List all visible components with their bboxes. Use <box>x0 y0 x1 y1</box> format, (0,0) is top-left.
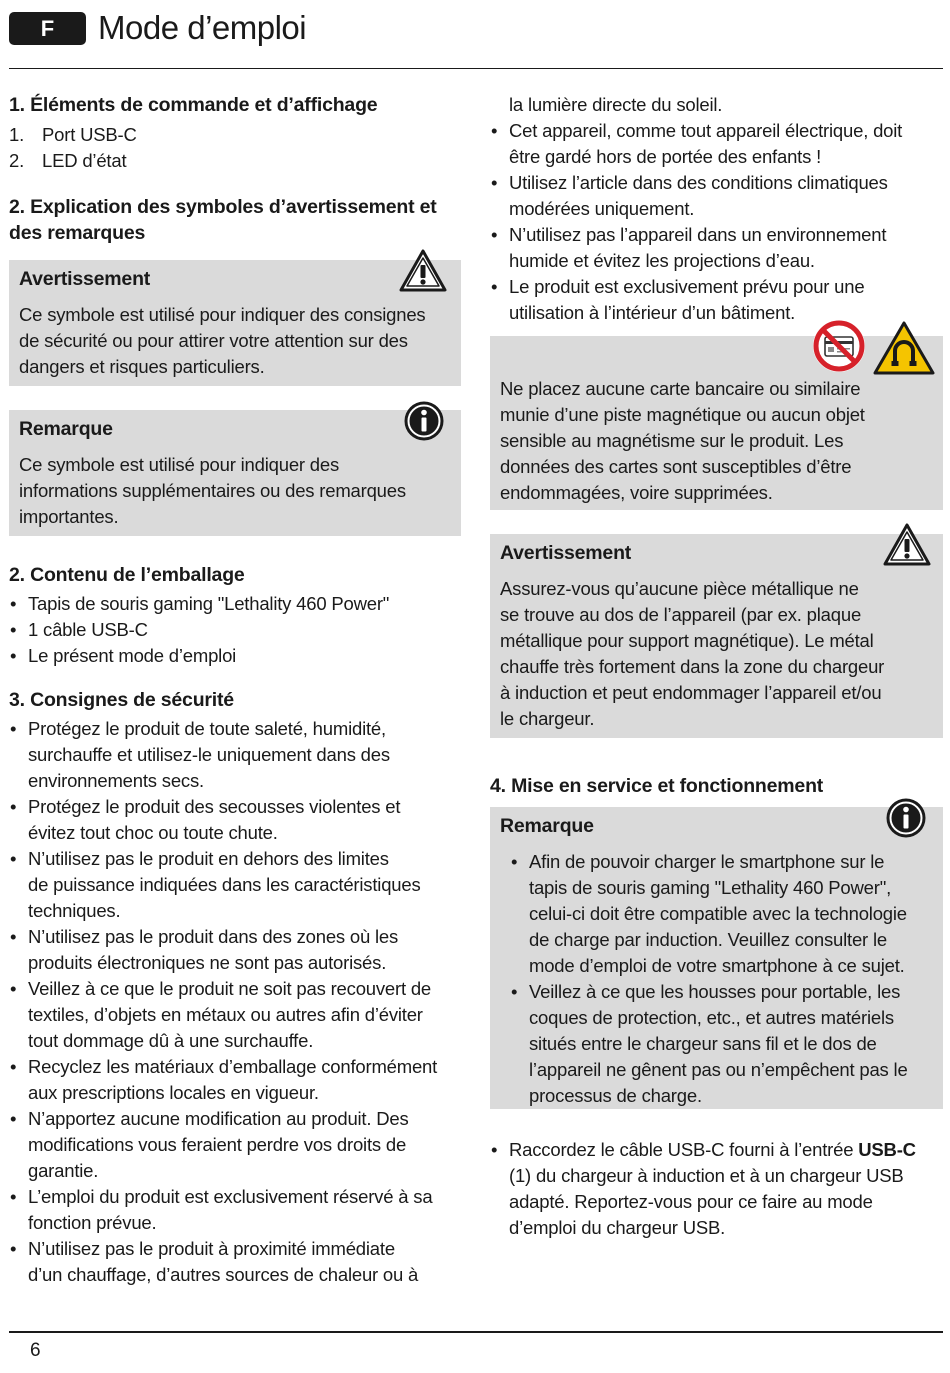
list-item: • Cet appareil, comme tout appareil électrique, doit être gardé hors de portée des enfants ! <box>490 118 943 170</box>
item-number: 2. <box>9 150 25 171</box>
section-heading-package: 2. Contenu de l’emballage <box>9 564 245 586</box>
list-item: • Le présent mode d’emploi <box>9 643 461 669</box>
controls-list <box>9 122 461 174</box>
language-badge: F <box>9 12 86 45</box>
note-box-title: Remarque <box>500 815 594 837</box>
list-item: • N’utilisez pas le produit dans des zones où les produits électroniques ne sont pas autorisés. <box>9 924 461 976</box>
note-box-text: Ce symbole est utilisé pour indiquer des informations supplémentaires ou des remarques importantes. <box>19 454 406 527</box>
list-item: • 1 câble USB-C <box>9 617 461 643</box>
warning-triangle-icon <box>399 249 447 293</box>
note-list <box>500 849 933 1109</box>
list-item: • Raccordez le câble USB-C fourni à l’entrée USB-C (1) du chargeur à induction et à un chargeur USB adapté. Reportez-vous pour ce faire au mode d’emploi du chargeur USB. <box>490 1137 943 1241</box>
operation-list <box>490 1137 943 1241</box>
list-item: • N’apportez aucune modification au produit. Des modifications vous feraient perdre vos droits de garantie. <box>9 1106 461 1184</box>
package-contents-list <box>9 591 461 669</box>
section-heading-safety: 3. Consignes de sécurité <box>9 689 234 711</box>
footer-divider <box>9 1331 943 1333</box>
warning-box <box>490 534 943 738</box>
note-box <box>9 410 461 536</box>
page-title: Mode d’emploi <box>98 9 307 46</box>
list-item <box>9 148 461 174</box>
list-item: • Le produit est exclusivement prévu pour une utilisation à l’intérieur d’un bâtiment. <box>490 274 943 326</box>
item-text: LED d’état <box>42 150 127 171</box>
list-item: • Utilisez l’article dans des conditions climatiques modérées uniquement. <box>490 170 943 222</box>
right-column <box>490 92 943 1241</box>
header-divider <box>9 68 943 69</box>
info-icon <box>885 797 927 839</box>
list-item: • L’emploi du produit est exclusivement réservé à sa fonction prévue. <box>9 1184 461 1236</box>
page-number: 6 <box>30 1340 41 1361</box>
list-item: • Veillez à ce que le produit ne soit pas recouvert de textiles, d’objets en métaux ou autres afin d’éviter tout dommage dû à une surchauffe. <box>9 976 461 1054</box>
info-icon <box>403 400 445 442</box>
item-text: Port USB-C <box>42 124 137 145</box>
safety-list <box>9 716 461 1288</box>
list-item: • N’utilisez pas le produit en dehors des limites de puissance indiquées dans les caractéristiques techniques. <box>9 846 461 924</box>
section-heading-symbols: 2. Explication des symboles d’avertissement et des remarques <box>9 196 437 244</box>
list-item: • Protégez le produit des secousses violentes et évitez tout choc ou toute chute. <box>9 794 461 846</box>
list-item: • N’utilisez pas l’appareil dans un environnement humide et évitez les projections d’eau. <box>490 222 943 274</box>
list-item <box>9 122 461 148</box>
note-box <box>490 807 943 1109</box>
continued-text: la lumière directe du soleil. <box>509 94 723 115</box>
warning-box <box>9 260 461 386</box>
warning-box-title: Avertissement <box>500 542 632 564</box>
item-number: 1. <box>9 124 25 145</box>
note-box-title: Remarque <box>19 418 113 440</box>
section-heading-controls: 1. Éléments de commande et d’affichage <box>9 94 378 116</box>
list-item: • Afin de pouvoir charger le smartphone sur le tapis de souris gaming "Lethality 460 Power", celui-ci doit être compatible avec la technologie de charge par induction. Veuillez consulter le mode d’emploi de votre smartphone à ce sujet. <box>510 849 933 979</box>
section-heading-operation: 4. Mise en service et fonctionnement <box>490 775 824 797</box>
magnetic-warning-text: Ne placez aucune carte bancaire ou similaire munie d’une piste magnétique ou aucun objet sensible au magnétisme sur le produit. Les données des cartes sont susceptibles d’être endommagées, voire supprimées. <box>500 378 865 503</box>
list-item: • Veillez à ce que les housses pour portable, les coques de protection, etc., et autres matériels situés entre le chargeur sans fil et le dos de l’appareil ne gênent pas ou n’empêchent pas le processus de charge. <box>510 979 933 1109</box>
list-item: • Recyclez les matériaux d’emballage conformément aux prescriptions locales en vigueur. <box>9 1054 461 1106</box>
list-item: • N’utilisez pas le produit à proximité immédiate d’un chauffage, d’autres sources de chaleur ou à <box>9 1236 461 1288</box>
warning-box-title: Avertissement <box>19 268 151 290</box>
safety-list-continued <box>490 118 943 326</box>
no-cards-icon <box>811 318 867 374</box>
magnetic-warning-box <box>490 336 943 510</box>
list-item: • Tapis de souris gaming "Lethality 460 Power" <box>9 591 461 617</box>
warning-box-text: Ce symbole est utilisé pour indiquer des consignes de sécurité ou pour attirer votre attention sur des dangers et risques particuliers. <box>19 304 426 377</box>
port-label: USB-C <box>858 1139 916 1160</box>
left-column <box>9 92 461 1288</box>
warning-triangle-icon <box>883 523 931 567</box>
list-item: • Protégez le produit de toute saleté, humidité, surchauffe et utilisez-le uniquement dans des environnements secs. <box>9 716 461 794</box>
magnetic-field-warning-icon <box>872 320 936 376</box>
warning-box-text: Assurez-vous qu’aucune pièce métallique ne se trouve au dos de l’appareil (par ex. plaque métallique pour support magnétique). Le métal chauffe très fortement dans la zone du chargeur à induction et peut endommager l’appareil et/ou le chargeur. <box>500 578 885 729</box>
